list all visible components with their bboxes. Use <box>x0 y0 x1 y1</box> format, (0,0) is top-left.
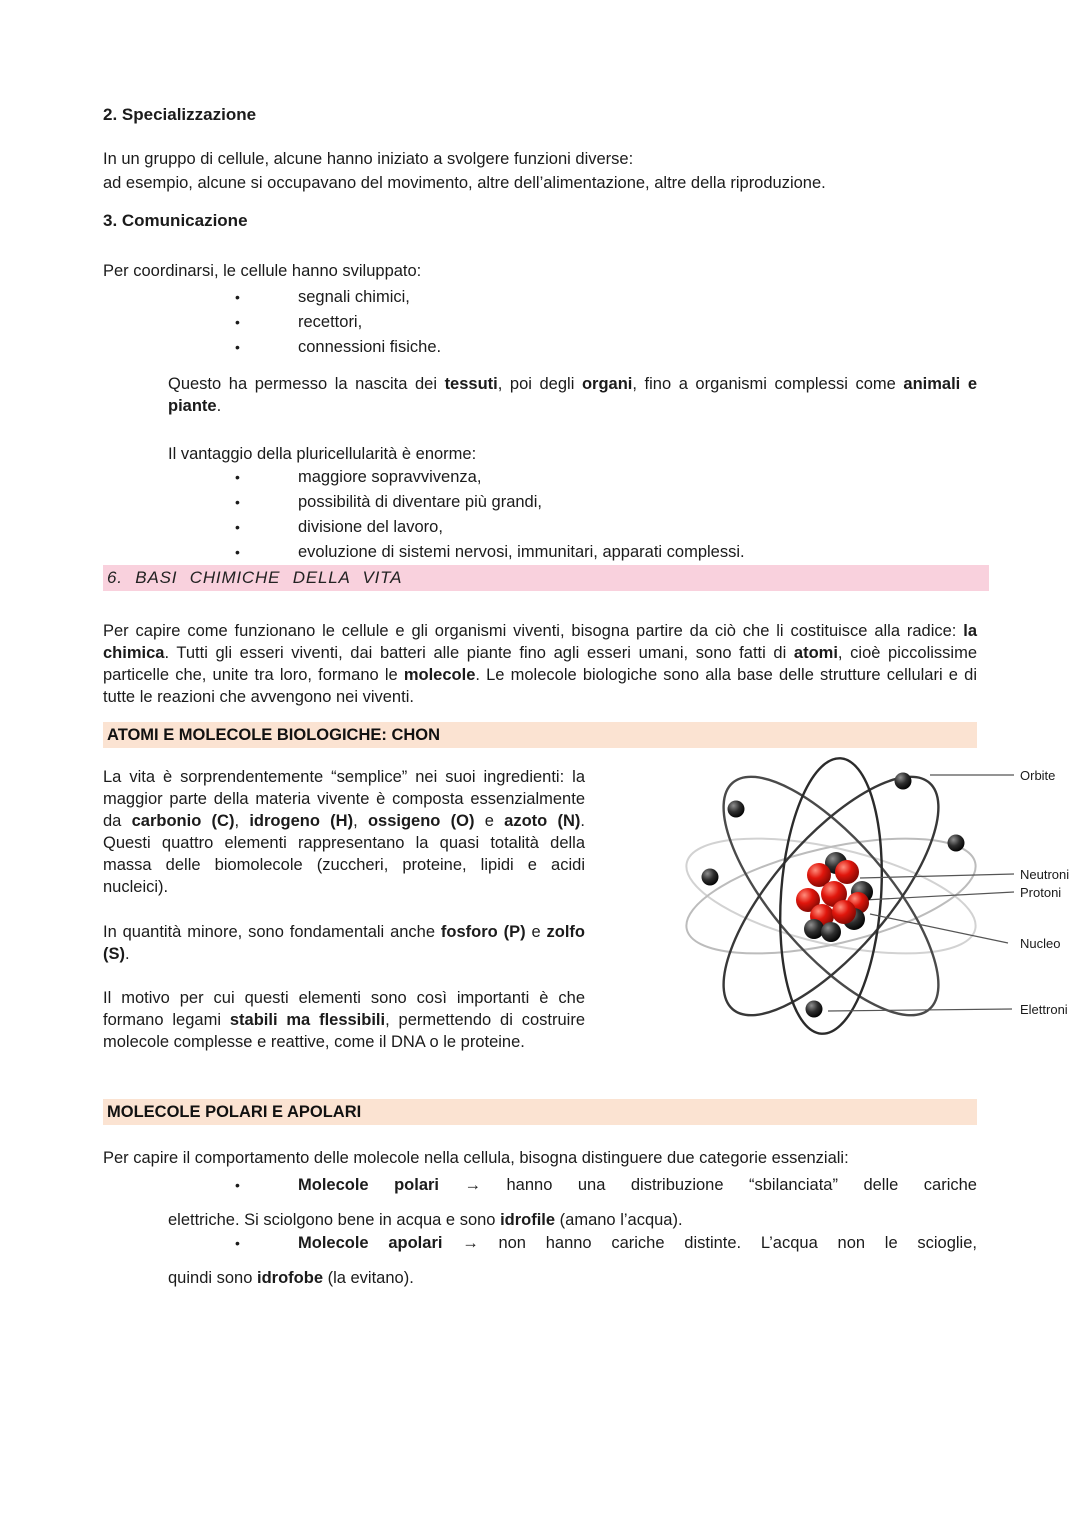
polari-bullet-line <box>103 1174 977 1196</box>
list-item-text: connessioni fisiche. <box>298 338 442 356</box>
label-elettroni: Elettroni <box>1020 1002 1068 1017</box>
list-item-text: segnali chimici, <box>298 288 410 306</box>
section-specializzazione-heading: 2. Specializzazione <box>103 105 257 124</box>
electron <box>895 773 912 790</box>
electron <box>948 835 965 852</box>
label-nucleo: Nucleo <box>1020 936 1061 951</box>
electron <box>728 801 745 818</box>
list-item <box>103 310 977 335</box>
proton-sphere <box>832 900 856 924</box>
molecole-polari-heading-bar: MOLECOLE POLARI E APOLARI <box>103 1099 977 1125</box>
label-orbite: Orbite <box>1020 768 1056 783</box>
bullet-icon: • <box>235 1235 240 1251</box>
basi-chimiche-heading-bar: 6. BASI CHIMICHE DELLA VITA <box>103 565 989 591</box>
bullet-icon: • <box>235 494 240 510</box>
electron <box>702 869 719 886</box>
list-item <box>103 335 977 360</box>
chon-paragraph-3: Il motivo per cui questi elementi sono così importanti è che formano legami stabili ma flessibili, permettendo di costruire molecole complesse e reattive, come il DNA o le proteine. <box>103 989 585 1051</box>
elettroni-pointer-line <box>828 1009 1012 1011</box>
label-protoni: Protoni <box>1020 885 1062 900</box>
list-item-text: possibilità di diventare più grandi, <box>298 493 542 511</box>
label-neutroni: Neutroni <box>1020 867 1070 882</box>
list-item <box>103 515 977 540</box>
apolari-bullet-line <box>103 1232 977 1254</box>
polari-bullet-text: Molecole polari → hanno una distribuzione “sbilanciata” delle cariche <box>298 1176 977 1194</box>
list-item-text: maggiore sopravvivenza, <box>298 468 482 486</box>
comunicazione-intro: Per coordinarsi, le cellule hanno sviluppato: <box>103 262 422 280</box>
nucleus <box>796 852 873 942</box>
specializzazione-paragraph: ad esempio, alcune si occupavano del movimento, altre dell’alimentazione, altre della riproduzione. <box>103 174 826 192</box>
list-item-text: divisione del lavoro, <box>298 518 443 536</box>
list-item <box>103 465 977 490</box>
bullet-icon: • <box>235 469 240 485</box>
atom-diagram <box>638 751 1078 1051</box>
basi-chimiche-paragraph: Per capire come funzionano le cellule e gli organismi viventi, bisogna partire da ciò che li costituisce alla radice: la chimica. Tutti gli esseri viventi, dai batteri alle piante fino agli esseri umani, sono fatti di atomi, cioè piccolissime particelle che, unite tra loro, formano le molecole. Le molecole biologiche sono alla base delle strutture cellulari e di tutte le reazioni che avvengono nei viventi. <box>103 622 977 706</box>
protoni-pointer-line <box>864 892 1014 900</box>
molecole-polari-intro: Per capire il comportamento delle molecole nella cellula, bisogna distinguere due categorie essenziali: <box>103 1149 849 1167</box>
neutroni-pointer-line <box>860 874 1014 878</box>
list-item-text: evoluzione di sistemi nervosi, immunitari, apparati complessi. <box>298 543 745 561</box>
bullet-icon: • <box>235 339 240 355</box>
tessuti-paragraph: Questo ha permesso la nascita dei tessuti, poi degli organi, fino a organismi complessi come animali e piante. <box>168 375 977 415</box>
atom-diagram-svg <box>638 751 1078 1051</box>
comunicazione-bullet-list <box>103 285 977 360</box>
apolari-continuation: quindi sono idrofobe (la evitano). <box>168 1269 414 1287</box>
neutron-sphere <box>804 919 824 939</box>
list-item-text: recettori, <box>298 313 363 331</box>
neutron-sphere <box>821 922 841 942</box>
vantaggio-bullet-list <box>103 465 977 565</box>
chon-paragraph-1: La vita è sorprendentemente “semplice” nei suoi ingredienti: la maggior parte della materia vivente è composta essenzialmente da carbonio (C), idrogeno (H), ossigeno (O) e azoto (N). Questi quattro elementi rappresentano la quasi totalità della massa delle biomolecole (zuccheri, proteine, lipidi e acidi nucleici). <box>103 768 585 896</box>
apolari-bullet-text: Molecole apolari → non hanno cariche distinte. L’acqua non le scioglie, <box>298 1234 977 1252</box>
bullet-icon: • <box>235 519 240 535</box>
chon-paragraph-2: In quantità minore, sono fondamentali anche fosforo (P) e zolfo (S). <box>103 923 585 963</box>
section-comunicazione-heading: 3. Comunicazione <box>103 211 248 230</box>
chon-heading-bar: ATOMI E MOLECOLE BIOLOGICHE: CHON <box>103 722 977 748</box>
bullet-icon: • <box>235 314 240 330</box>
vantaggio-intro: Il vantaggio della pluricellularità è enorme: <box>168 445 477 463</box>
bullet-icon: • <box>235 544 240 560</box>
list-item <box>103 540 977 565</box>
list-item <box>103 490 977 515</box>
polari-continuation: elettriche. Si sciolgono bene in acqua e sono idrofile (amano l’acqua). <box>168 1211 683 1229</box>
electron <box>806 1001 823 1018</box>
bullet-icon: • <box>235 289 240 305</box>
specializzazione-intro-line: In un gruppo di cellule, alcune hanno iniziato a svolgere funzioni diverse: <box>103 150 634 168</box>
bullet-icon: • <box>235 1177 240 1193</box>
proton-sphere <box>835 860 859 884</box>
chon-section <box>103 748 1070 1053</box>
list-item <box>103 285 977 310</box>
